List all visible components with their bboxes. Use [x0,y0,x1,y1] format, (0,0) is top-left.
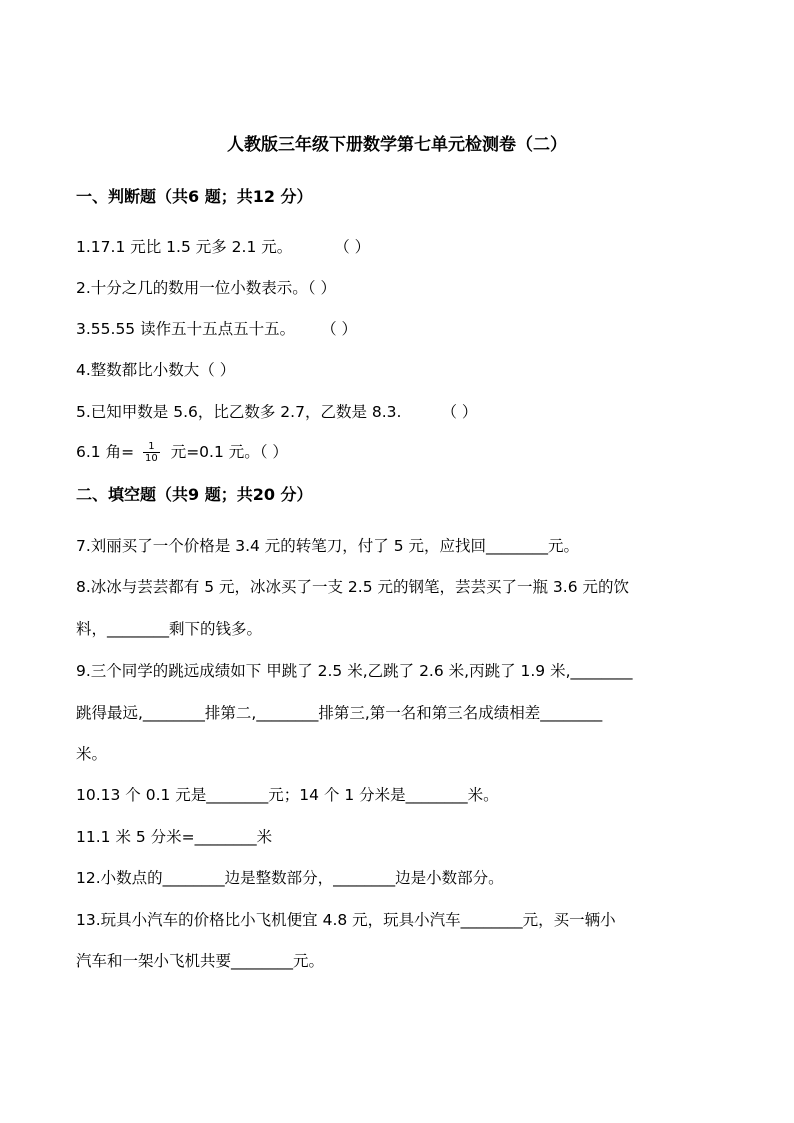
question-9-line-2: 跳得最远,________排第二,________排第三,第一名和第三名成绩相差________ [76,704,603,722]
question-6-suffix: 元=0.1 元。（ ） [170,443,288,461]
question-1-text: 1.17.1 元比 1.5 元多 2.1 元。 [76,238,293,256]
question-7: 7.刘丽买了一个价格是 3.4 元的转笔刀，付了 5 元，应找回________元。 [76,537,580,555]
answer-bracket: （ ） [321,320,358,338]
question-8-line-2: 料，________剩下的钱多。 [76,620,263,638]
section-heading-judge: 一、判断题（共6 题；共12 分） [76,187,313,206]
question-9-line-3: 米。 [76,745,108,763]
fraction [143,441,160,464]
question-8-line-1: 8.冰冰与芸芸都有 5 元，冰冰买了一支 2.5 元的钢笔，芸芸买了一瓶 3.6 元的饮 [76,578,630,596]
fraction-denominator: 10 [145,453,158,464]
answer-bracket: （ ） [441,403,478,421]
question-5-text: 5.已知甲数是 5.6，比乙数多 2.7，乙数是 8.3. [76,403,402,421]
question-6-prefix: 6.1 角= [76,443,135,461]
question-9-line-1: 9.三个同学的跳远成绩如下 甲跳了 2.5 米,乙跳了 2.6 米,丙跳了 1.9 米,________ [76,662,633,680]
question-6 [76,441,288,464]
question-1 [76,236,370,258]
page-title: 人教版三年级下册数学第七单元检测卷（二） [227,135,567,155]
question-12: 12.小数点的________边是整数部分，________边是小数部分。 [76,869,504,887]
question-2: 2.十分之几的数用一位小数表示。（ ） [76,279,336,297]
question-11: 11.1 米 5 分米=________米 [76,828,273,846]
question-3-text: 3.55.55 读作五十五点五十五。 [76,320,296,338]
answer-bracket: （ ） [334,238,371,256]
fraction-numerator: 1 [143,441,160,453]
question-10: 10.13 个 0.1 元是________元；14 个 1 分米是________米。 [76,786,499,804]
question-5 [76,401,477,423]
question-4: 4.整数都比小数大（ ） [76,361,236,379]
question-13-line-2: 汽车和一架小飞机共要________元。 [76,952,325,970]
question-3 [76,318,357,340]
section-heading-fill: 二、填空题（共9 题；共20 分） [76,485,313,504]
question-13-line-1: 13.玩具小汽车的价格比小飞机便宜 4.8 元，玩具小汽车________元，买一辆小 [76,911,616,929]
